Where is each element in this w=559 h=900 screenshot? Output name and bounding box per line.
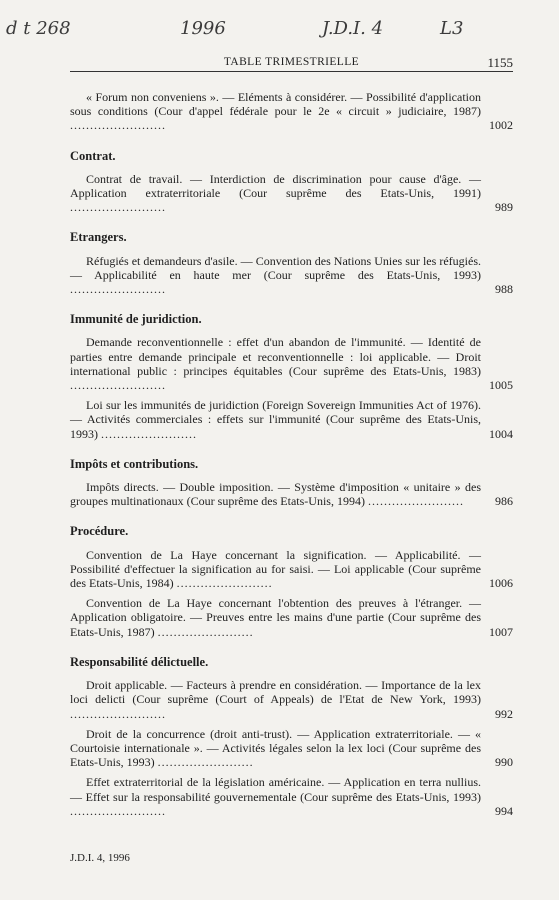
handwritten-reference: d t 268: [6, 18, 71, 39]
index-entry: [70, 335, 513, 392]
leader-dots: ........................: [70, 706, 166, 721]
entry-page-number: 994: [495, 803, 513, 818]
index-entry: [70, 596, 513, 639]
entry-text: Contrat de travail. — Interdiction de discrimination pour cause d'âge. — Application extraterritoriale (Cour suprême des Etats-Unis, 1991): [70, 171, 481, 201]
entry-page-number: 986: [495, 494, 513, 509]
entry-page-number: 988: [495, 282, 513, 297]
section-heading: Responsabilité délictuelle.: [70, 654, 209, 669]
handwritten-mark: L3: [440, 18, 464, 39]
entry-text: Convention de La Haye concernant l'obtention des preuves à l'étranger. — Application obligatoire. — Preuves entre les mains d'une partie (Cour suprême des Etats-Unis, 1987): [70, 596, 481, 639]
leader-dots: ........................: [101, 426, 197, 441]
entry-text: Impôts directs. — Double imposition. — Système d'imposition « unitaire » des groupes multinationaux (Cour suprême des Etats-Unis, 1994): [70, 480, 481, 509]
index-entry: [70, 480, 513, 508]
entry-page-number: 1007: [489, 624, 513, 639]
section-heading: Procédure.: [70, 524, 129, 539]
leader-dots: ........................: [70, 378, 166, 393]
leader-dots: ........................: [70, 200, 166, 215]
index-entry: [70, 172, 513, 215]
entry-text: « Forum non conveniens ». — Eléments à considérer. — Possibilité d'application sous conditions (Cour d'appel fédérale pour le 2e « circuit » judiciaire, 1987): [70, 90, 481, 119]
index-entry: [70, 254, 513, 297]
entry-text: Convention de La Haye concernant la signification. — Applicabilité. — Possibilité d'effectuer la signification au for saisi. — Loi applicable (Cour suprême des Etats-Unis, 1984): [70, 547, 481, 591]
entry-page-number: 989: [495, 200, 513, 215]
leader-dots: ........................: [367, 494, 464, 509]
entry-page-number: 1002: [489, 118, 513, 133]
leader-dots: ........................: [70, 803, 166, 818]
section-heading: Contrat.: [70, 148, 116, 163]
index-entry: [70, 678, 513, 721]
entry-text: Demande reconventionnelle : effet d'un abandon de l'immunité. — Identité de parties entre demande principale et reconventionnelle : loi applicable. — Droit international public : principes équitables (Cour suprême des Etats-Unis, 1983): [70, 335, 481, 378]
index-entry: [70, 727, 513, 770]
section-heading: Immunité de juridiction.: [70, 312, 202, 327]
handwritten-year: 1996: [180, 18, 226, 39]
leader-dots: ........................: [157, 624, 254, 639]
entry-text: Droit de la concurrence (droit anti-trust). — Application extraterritoriale. — « Courtoisie internationale ». — Activités légales selon la lex loci (Cour suprême des Etats-Unis, 1993): [70, 726, 481, 770]
index-entry: [70, 90, 513, 133]
entry-text: Droit applicable. — Facteurs à prendre en considération. — Importance de la lex loci delicti (Cour suprême (Court of Appeals) de l'Etat de New York, 1993): [70, 678, 481, 707]
leader-dots: ........................: [176, 576, 273, 591]
index-entry: [70, 398, 513, 441]
page-number: 1155: [487, 55, 513, 70]
entry-page-number: 1005: [489, 378, 513, 393]
entry-page-number: 992: [495, 706, 513, 721]
section-heading: Impôts et contributions.: [70, 456, 199, 471]
index-entry: [70, 548, 513, 591]
header-title: TABLE TRIMESTRIELLE: [223, 56, 360, 68]
footer-citation: J.D.I. 4, 1996: [70, 852, 130, 864]
leader-dots: ........................: [70, 282, 166, 297]
leader-dots: ........................: [70, 118, 166, 133]
leader-dots: ........................: [157, 755, 254, 770]
entry-page-number: 990: [495, 755, 513, 770]
entry-text: Loi sur les immunités de juridiction (Foreign Sovereign Immunities Act of 1976). — Activités commerciales : effets sur l'immunité (Cour suprême des Etats-Unis, 1993): [70, 398, 481, 441]
entry-text: Effet extraterritorial de la législation américaine. — Application en terra nullius. — Effet sur la responsabilité gouvernementale (Cour suprême des Etats-Unis, 1993): [70, 775, 481, 804]
header-rule: [70, 71, 513, 72]
entry-page-number: 1006: [489, 576, 513, 591]
entry-page-number: 1004: [489, 426, 513, 441]
section-heading: Etrangers.: [70, 230, 127, 245]
index-entry: [70, 775, 513, 818]
index-content: [70, 90, 513, 824]
running-header: [70, 56, 513, 68]
handwritten-code: J.D.I. 4: [322, 18, 384, 39]
entry-text: Réfugiés et demandeurs d'asile. — Convention des Nations Unies sur les réfugiés. — Applicabilité en haute mer (Cour suprême des Etats-Unis, 1993): [70, 253, 481, 282]
